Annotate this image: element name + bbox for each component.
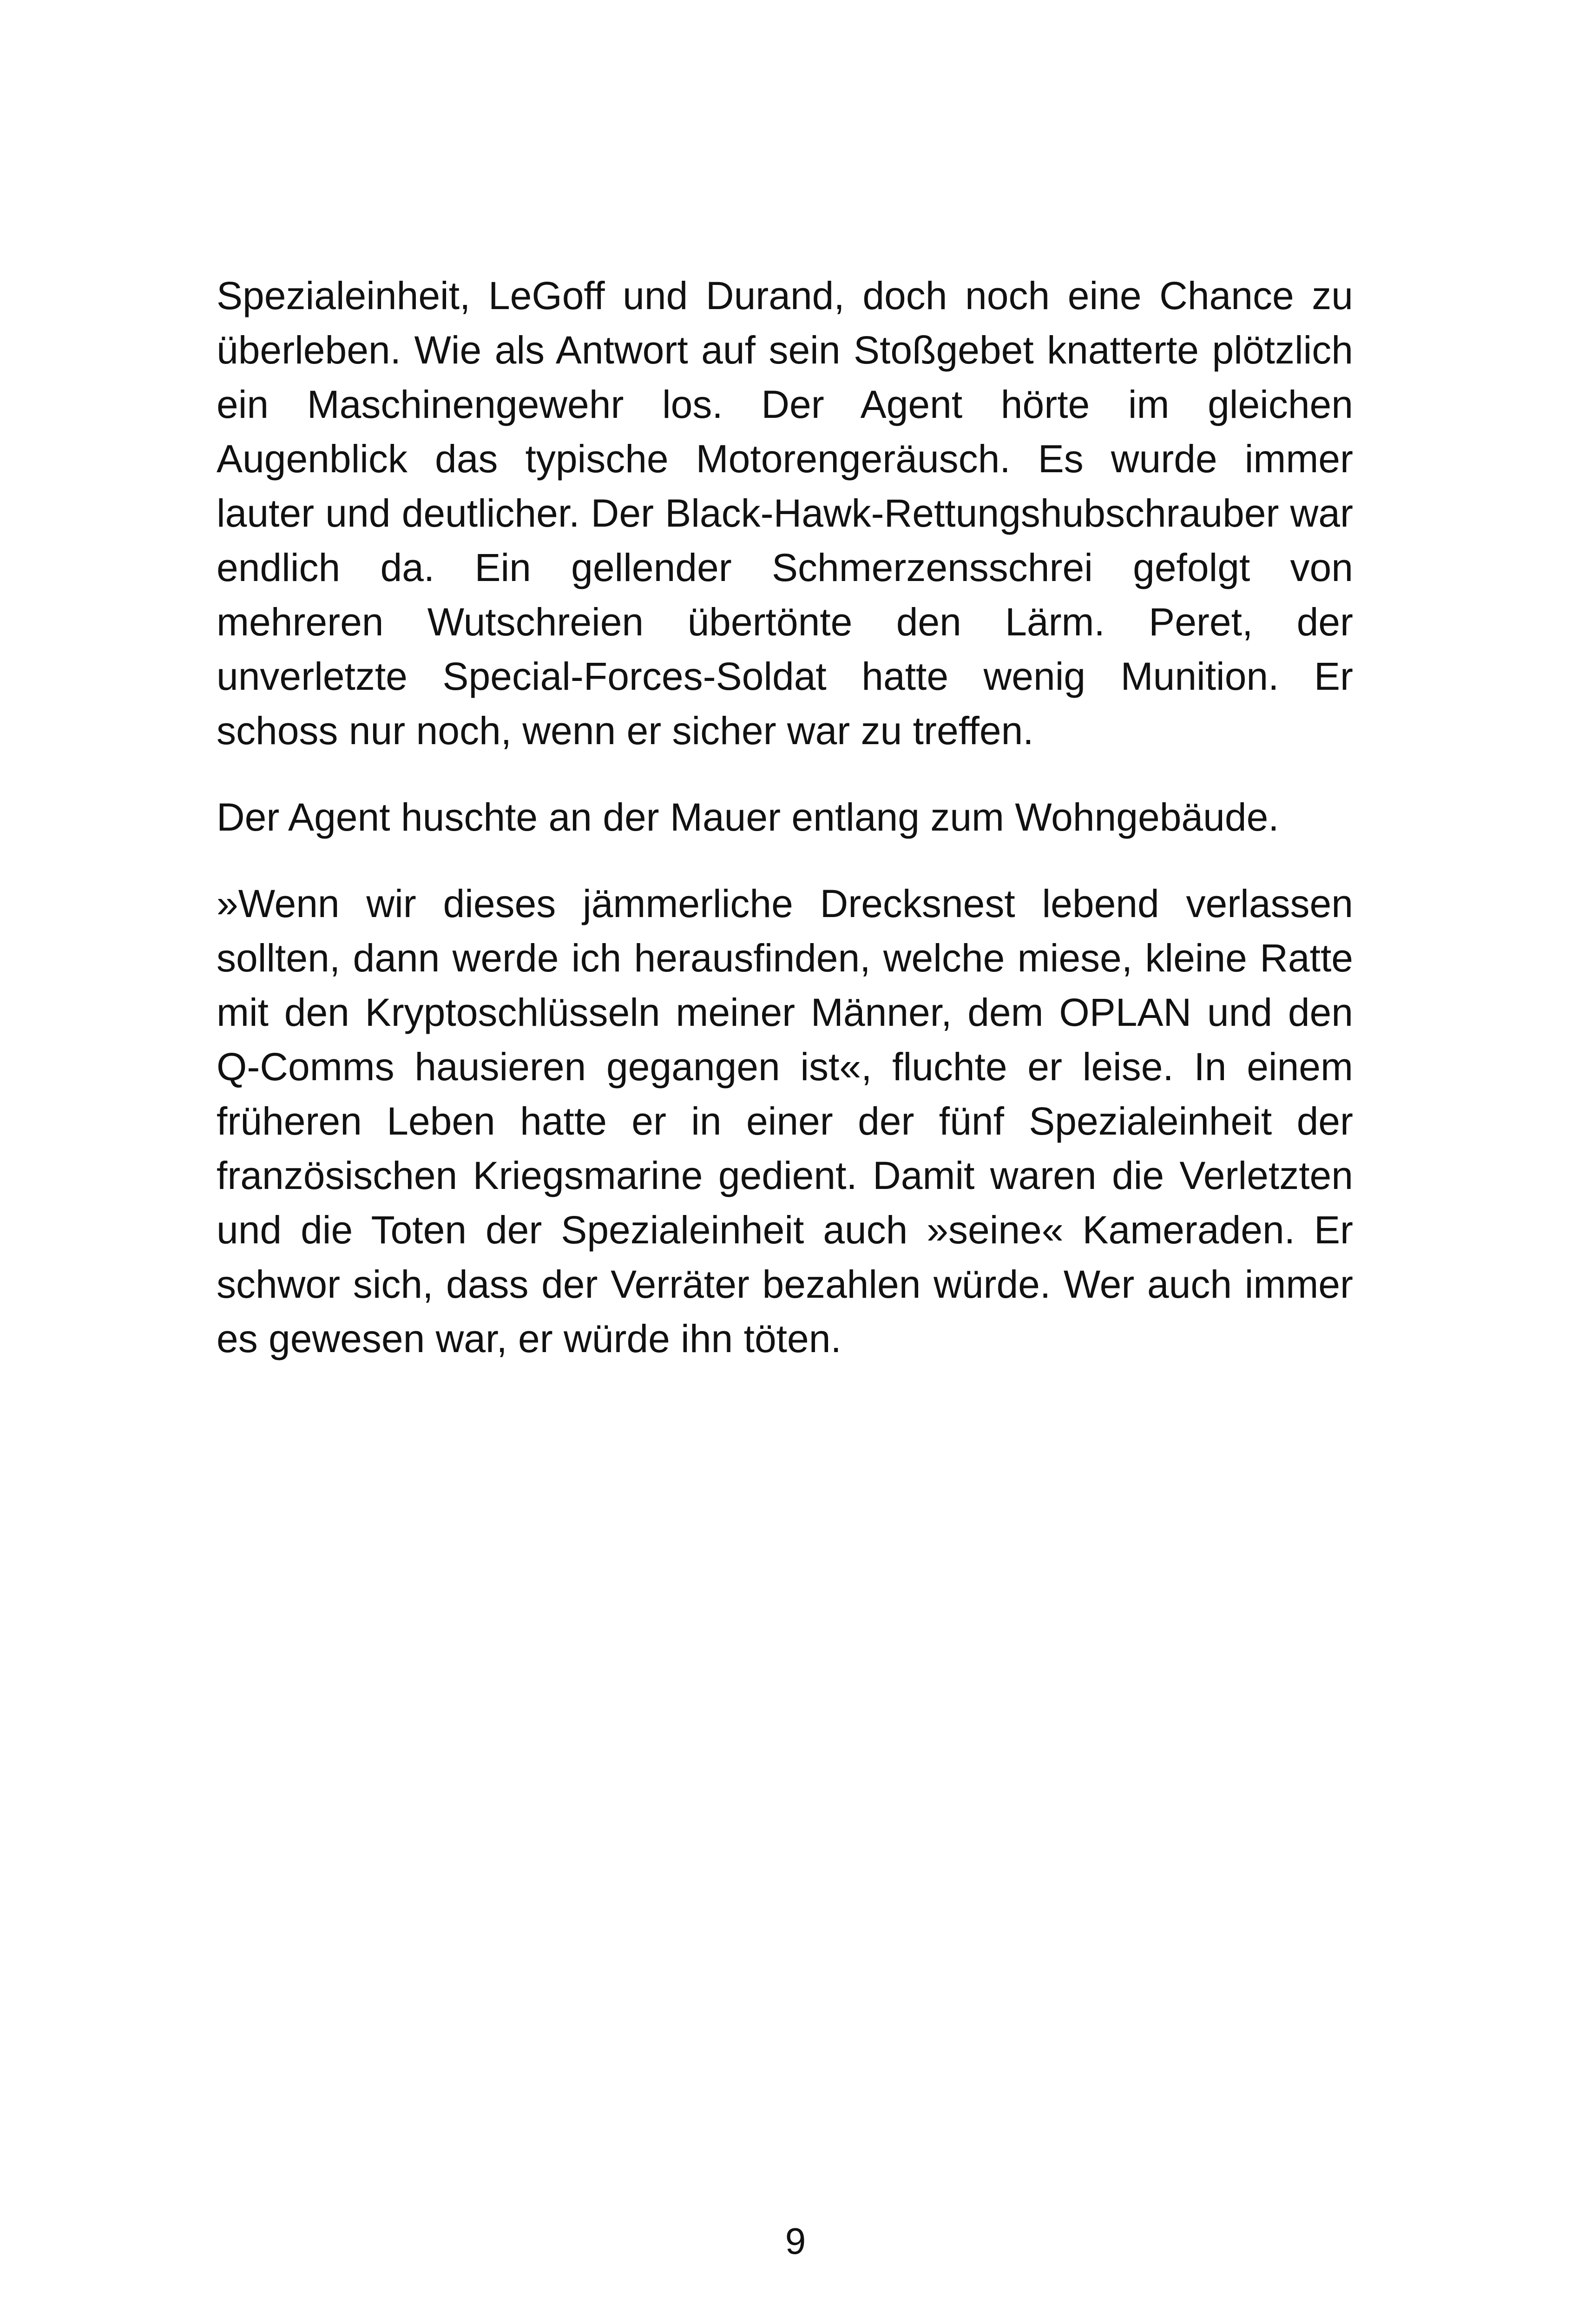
- body-text: [217, 269, 1353, 1398]
- paragraph-3: »Wenn wir dieses jämmerliche Drecksnest lebend verlassen sollten, dann werde ich herausfinden, welche miese, kleine Ratte mit den Kryptoschlüsseln meiner Männer, dem OPLAN und den Q-Comms hausieren gegangen ist«, fluchte er leise. In einem früheren Leben hatte er in einer der fünf Spezialeinheit der französischen Kriegsmarine gedient. Damit waren die Verletzten und die Toten der Spezialeinheit auch »seine« Kameraden. Er schwor sich, dass der Verräter bezahlen würde. Wer auch immer es gewesen war, er würde ihn töten.: [217, 882, 1353, 1360]
- paragraph-2: Der Agent huschte an der Mauer entlang zum Wohngebäude.: [217, 795, 1279, 839]
- paragraph-1: Spezialeinheit, LeGoff und Durand, doch noch eine Chance zu überleben. Wie als Antwort auf sein Stoßgebet knatterte plötzlich ein Maschinengewehr los. Der Agent hörte im gleichen Augenblick das typische Motorengeräusch. Es wurde immer lauter und deutlicher. Der Black-Hawk-Rettungshubschrauber war endlich da. Ein gellender Schmerzensschrei gefolgt von mehreren Wutschreien übertönte den Lärm. Peret, der unverletzte Special-Forces-Soldat hatte wenig Munition. Er schoss nur noch, wenn er sicher war zu treffen.: [217, 274, 1353, 753]
- page-number: 9: [785, 2220, 806, 2262]
